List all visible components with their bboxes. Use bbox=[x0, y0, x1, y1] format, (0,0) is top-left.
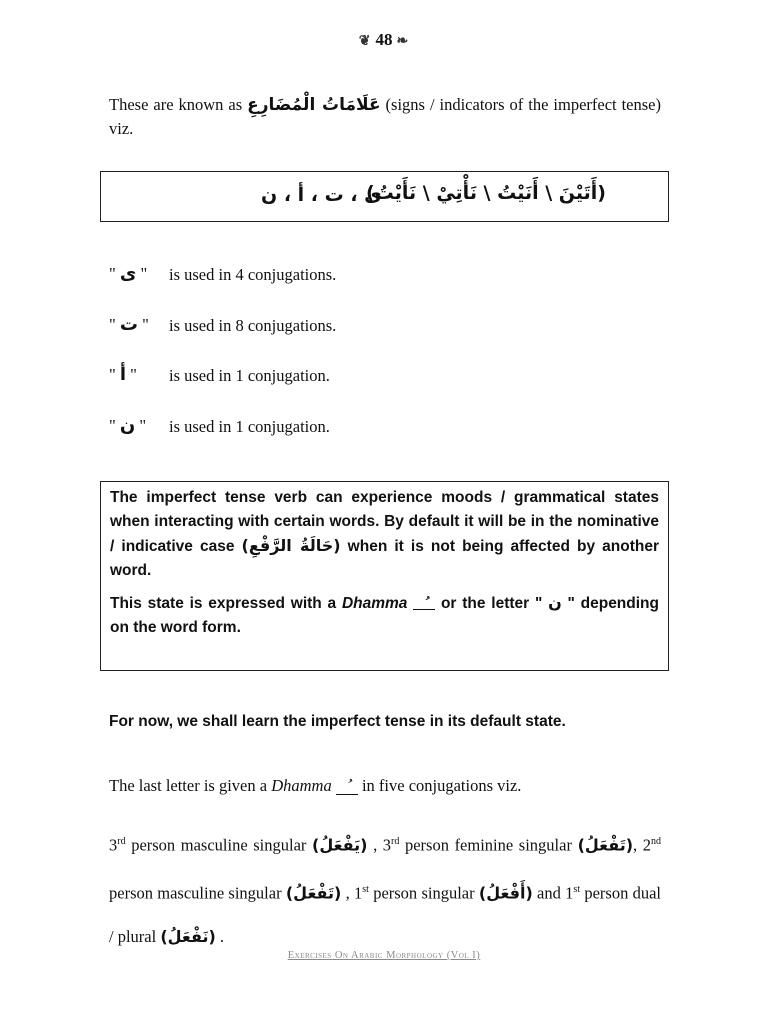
conjugation-list: 3rd person masculine singular (يَفْعَلُ) , 3rd person feminine singular (تَفْعَلُ), 2nd person masculine singular (تَفْعَلُ) , 1st person singular (أَفْعَلُ) and 1st person dual / plural (نَفْعَلُ) . bbox=[109, 835, 662, 946]
arabic-conjugation: (تَفْعَلُ) bbox=[577, 835, 634, 855]
arabic-conjugation: (تَفْعَلُ) bbox=[285, 883, 342, 902]
intro-text-after: (signs / indicators of the imperfect tense) viz. bbox=[109, 95, 661, 138]
last-letter-paragraph: The last letter is given a Dhamma in five conjugations viz. bbox=[109, 776, 522, 795]
usage-row: " ت " is used in 8 conjugations. bbox=[109, 314, 337, 335]
note-paragraph-2: This state is expressed with a Dhamma or the letter " ن " depending on the word form. bbox=[110, 593, 659, 636]
usage-letter: ن bbox=[119, 415, 136, 436]
letters-box bbox=[100, 171, 669, 222]
page-header bbox=[0, 30, 768, 50]
note-paragraph-1: The imperfect tense verb can experience moods / grammatical states when interacting with certain words. By default it will be in the nominative / indicative case (حَالَةُ الرَّفْعِ) when it is not being affected by another word. bbox=[110, 489, 659, 579]
intro-text-before: These are known as bbox=[109, 95, 248, 114]
arabic-term: عَلَامَاتُ الْمُضَارِعِ bbox=[247, 95, 381, 115]
usage-row: " ن " is used in 1 conjugation. bbox=[109, 415, 330, 436]
usage-text: is used in 8 conjugations. bbox=[169, 316, 337, 335]
arabic-conjugation: (نَفْعَلُ) bbox=[160, 927, 216, 946]
page-footer: Exercises On Arabic Morphology (Vol I) bbox=[287, 950, 481, 961]
imperfect-letters: ى ، ت ، أ ، ن bbox=[261, 184, 382, 206]
usage-row: " ى " is used in 4 conjugations. bbox=[109, 263, 337, 284]
ornament-right-icon: ❧ bbox=[396, 34, 410, 49]
usage-letter: أ bbox=[119, 364, 127, 385]
arabic-conjugation: (أَفْعَلُ) bbox=[478, 883, 533, 902]
usage-letter: ى bbox=[119, 263, 137, 284]
letter-noon: ن bbox=[548, 593, 562, 612]
arabic-case-term: (حَالَةُ الرَّفْعِ) bbox=[241, 536, 341, 555]
ornament-left-icon: ❦ bbox=[358, 34, 372, 49]
intro-paragraph bbox=[109, 93, 661, 141]
dhamma-mark-icon bbox=[413, 597, 435, 610]
arabic-conjugation: (يَفْعَلُ) bbox=[312, 835, 368, 855]
usage-text: is used in 1 conjugation. bbox=[169, 366, 330, 385]
usage-text: is used in 4 conjugations. bbox=[169, 265, 337, 284]
usage-row: " أ " is used in 1 conjugation. bbox=[109, 364, 330, 385]
page-number: 48 bbox=[375, 30, 393, 49]
usage-text: is used in 1 conjugation. bbox=[169, 417, 330, 436]
default-state-note: For now, we shall learn the imperfect tense in its default state. bbox=[109, 713, 566, 730]
mnemonic-words: (أَتَيْنَ \ أَنَيْتُ \ نَأْتِيْ \ نَأَيْتُ) bbox=[365, 182, 606, 204]
usage-letter: ت bbox=[119, 314, 138, 335]
note-box bbox=[100, 481, 669, 671]
dhamma-mark-icon bbox=[336, 782, 358, 795]
